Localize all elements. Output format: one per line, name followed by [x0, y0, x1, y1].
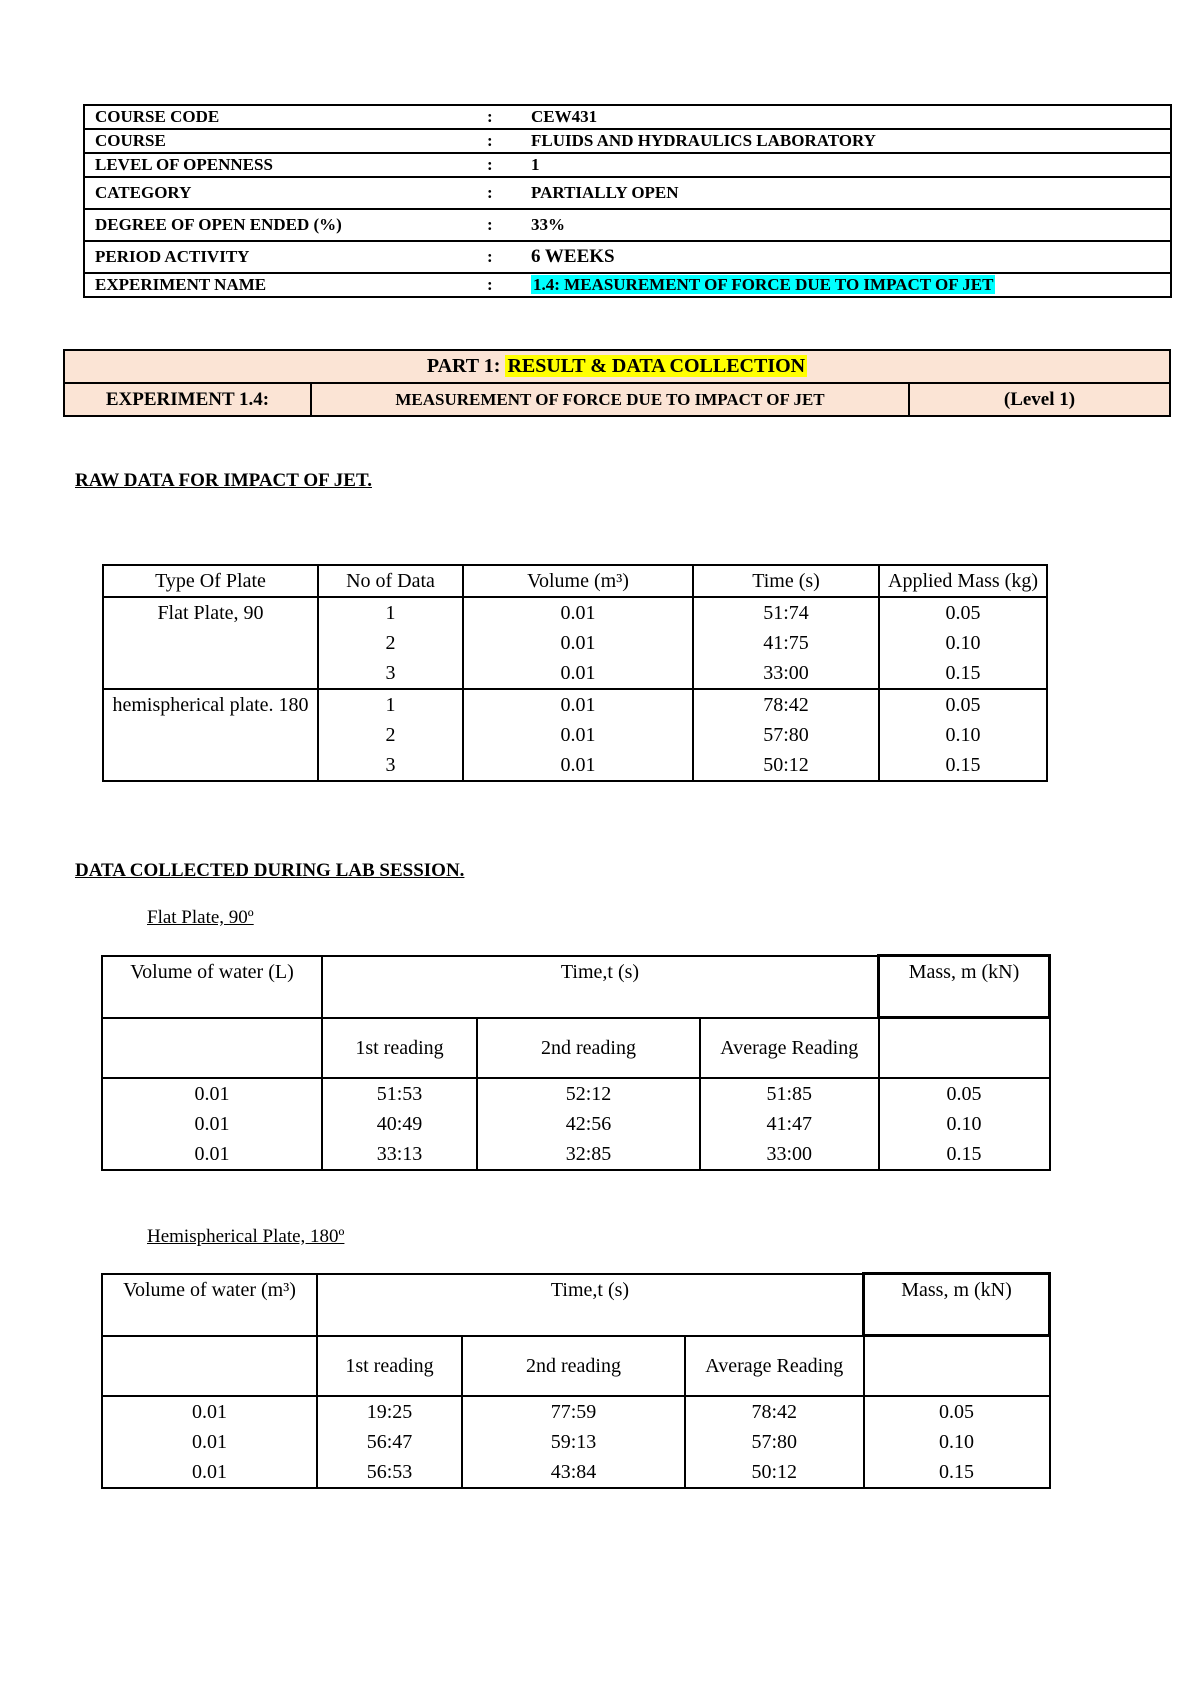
- flat-sub-empty: [879, 1018, 1050, 1078]
- info-value: 33%: [521, 209, 1171, 241]
- hemi-plate-table: [101, 1272, 1051, 1489]
- raw-group-flat: [103, 597, 1047, 689]
- info-label: PERIOD ACTIVITY: [84, 241, 483, 273]
- flat-cell-avg: 51:85 41:47 33:00: [700, 1078, 879, 1170]
- info-value: [521, 273, 1171, 297]
- info-row-course-code: [84, 105, 1171, 129]
- raw-cell: 51:74 41:75 33:00: [693, 597, 879, 689]
- info-row-experiment: [84, 273, 1171, 297]
- flat-header-time: Time,t (s): [322, 956, 879, 1018]
- info-row-degree: [84, 209, 1171, 241]
- info-label: LEVEL OF OPENNESS: [84, 153, 483, 177]
- info-colon: :: [483, 105, 521, 129]
- hemi-header-time: Time,t (s): [317, 1274, 864, 1336]
- part-prefix: PART 1:: [426, 355, 506, 377]
- info-value: FLUIDS AND HYDRAULICS LABORATORY: [521, 129, 1171, 153]
- raw-cell: 0.05 0.10 0.15: [879, 689, 1047, 781]
- info-label: COURSE CODE: [84, 105, 483, 129]
- info-row-period: [84, 241, 1171, 273]
- hemi-sub-2nd: 2nd reading: [462, 1336, 685, 1396]
- raw-header-volume: Volume (m³): [463, 565, 693, 597]
- flat-header-volume: Volume of water (L): [102, 956, 322, 1018]
- part-banner: [63, 349, 1171, 417]
- raw-cell: 0.01 0.01 0.01: [463, 597, 693, 689]
- info-label: EXPERIMENT NAME: [84, 273, 483, 297]
- lab-data-heading: DATA COLLECTED DURING LAB SESSION.: [75, 860, 465, 881]
- raw-plate-name: hemispherical plate. 180: [103, 689, 318, 781]
- course-info-table: [83, 104, 1172, 298]
- hemi-sub-empty: [864, 1336, 1050, 1396]
- raw-header-time: Time (s): [693, 565, 879, 597]
- hemi-subheader-row: [102, 1336, 1050, 1396]
- flat-sub-empty: [102, 1018, 322, 1078]
- flat-cell-2nd: 52:12 42:56 32:85: [477, 1078, 700, 1170]
- part-title: [64, 350, 1170, 383]
- flat-header-row: [102, 956, 1050, 1018]
- hemi-cell-volume: 0.01 0.01 0.01: [102, 1396, 317, 1488]
- raw-header-plate: Type Of Plate: [103, 565, 318, 597]
- raw-data-table: [102, 564, 1048, 782]
- raw-header-no: No of Data: [318, 565, 463, 597]
- raw-cell: 78:42 57:80 50:12: [693, 689, 879, 781]
- info-row-category: [84, 177, 1171, 209]
- experiment-name-highlight: 1.4: MEASUREMENT OF FORCE DUE TO IMPACT OF JET: [533, 275, 994, 294]
- hemi-header-row: [102, 1274, 1050, 1336]
- info-label: COURSE: [84, 129, 483, 153]
- experiment-level: (Level 1): [909, 383, 1170, 416]
- raw-header-row: [103, 565, 1047, 597]
- hemi-sub-empty: [102, 1336, 317, 1396]
- hemi-cell-avg: 78:42 57:80 50:12: [685, 1396, 864, 1488]
- flat-cell-mass: 0.05 0.10 0.15: [879, 1078, 1050, 1170]
- raw-cell: 1 2 3: [318, 597, 463, 689]
- info-value: 6 WEEKS: [521, 241, 1171, 273]
- info-colon: :: [483, 209, 521, 241]
- raw-cell: 0.05 0.10 0.15: [879, 597, 1047, 689]
- part-experiment-row: [64, 383, 1170, 416]
- hemi-cell-1st: 19:25 56:47 56:53: [317, 1396, 462, 1488]
- hemi-header-mass: Mass, m (kN): [864, 1274, 1050, 1336]
- hemi-sub-avg: Average Reading: [685, 1336, 864, 1396]
- flat-sub-1st: 1st reading: [322, 1018, 477, 1078]
- flat-data-row: [102, 1078, 1050, 1170]
- info-colon: :: [483, 177, 521, 209]
- part-highlight: RESULT & DATA COLLECTION: [507, 355, 806, 377]
- info-value: CEW431: [521, 105, 1171, 129]
- info-row-course: [84, 129, 1171, 153]
- info-colon: :: [483, 241, 521, 273]
- info-value: PARTIALLY OPEN: [521, 177, 1171, 209]
- hemi-header-volume: Volume of water (m³): [102, 1274, 317, 1336]
- flat-header-mass: Mass, m (kN): [879, 956, 1050, 1018]
- hemi-plate-title: Hemispherical Plate, 180º: [147, 1226, 345, 1247]
- info-value: 1: [521, 153, 1171, 177]
- hemi-sub-1st: 1st reading: [317, 1336, 462, 1396]
- flat-subheader-row: [102, 1018, 1050, 1078]
- hemi-cell-2nd: 77:59 59:13 43:84: [462, 1396, 685, 1488]
- raw-data-heading: RAW DATA FOR IMPACT OF JET.: [75, 470, 372, 491]
- raw-group-hemi: [103, 689, 1047, 781]
- flat-sub-avg: Average Reading: [700, 1018, 879, 1078]
- raw-header-mass: Applied Mass (kg): [879, 565, 1047, 597]
- raw-plate-name: Flat Plate, 90: [103, 597, 318, 689]
- hemi-data-row: [102, 1396, 1050, 1488]
- experiment-number: EXPERIMENT 1.4:: [64, 383, 311, 416]
- info-label: CATEGORY: [84, 177, 483, 209]
- part-title-row: [64, 350, 1170, 383]
- info-label: DEGREE OF OPEN ENDED (%): [84, 209, 483, 241]
- info-colon: :: [483, 129, 521, 153]
- flat-cell-volume: 0.01 0.01 0.01: [102, 1078, 322, 1170]
- hemi-cell-mass: 0.05 0.10 0.15: [864, 1396, 1050, 1488]
- flat-sub-2nd: 2nd reading: [477, 1018, 700, 1078]
- raw-cell: 1 2 3: [318, 689, 463, 781]
- info-row-level: [84, 153, 1171, 177]
- info-colon: :: [483, 273, 521, 297]
- flat-plate-title: Flat Plate, 90º: [147, 907, 254, 928]
- raw-cell: 0.01 0.01 0.01: [463, 689, 693, 781]
- info-colon: :: [483, 153, 521, 177]
- flat-plate-table: [101, 954, 1051, 1171]
- flat-cell-1st: 51:53 40:49 33:13: [322, 1078, 477, 1170]
- experiment-name: MEASUREMENT OF FORCE DUE TO IMPACT OF JET: [311, 383, 909, 416]
